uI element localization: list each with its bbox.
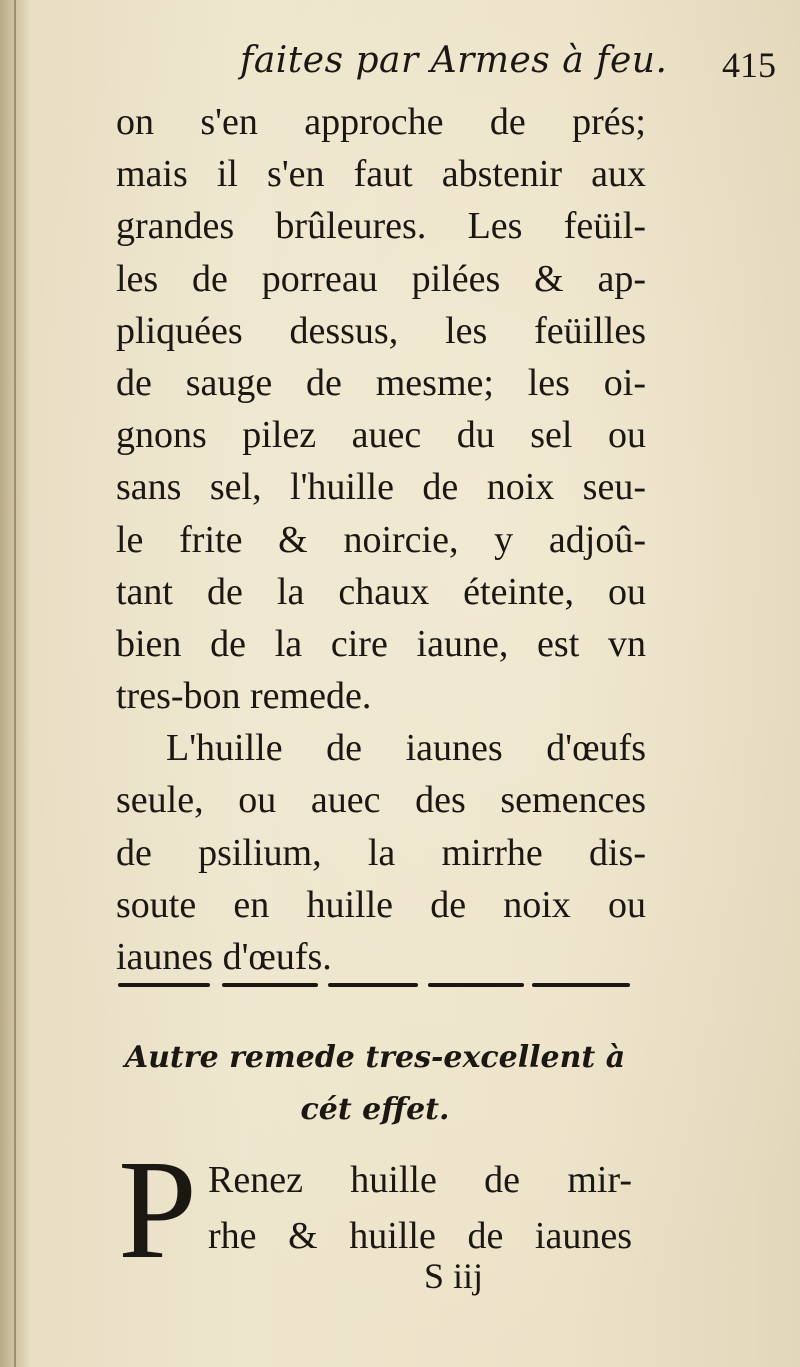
text-line: tant de la chaux éteinte, ou	[116, 570, 646, 613]
rule-segment	[532, 983, 630, 987]
body-text	[116, 96, 646, 983]
text-line: soute en huille de noix ou	[116, 883, 646, 926]
text-line: L'huille de iaunes d'œufs	[166, 727, 646, 770]
rule-segment	[328, 983, 418, 987]
signature-mark: S iij	[424, 1256, 484, 1296]
rule-segment	[118, 983, 210, 987]
text-line: grandes brûleures. Les feüil-	[116, 205, 646, 248]
text-line: de sauge de mesme; les oi-	[116, 361, 646, 404]
heading-line: Autre remede tres-excellent à	[124, 1040, 626, 1075]
text-line: Renez huille de mir-	[208, 1159, 632, 1201]
text-line: gnons pilez auec du sel ou	[116, 414, 646, 457]
section-heading	[110, 1032, 640, 1136]
text-line: rhe & huille de iaunes	[208, 1215, 632, 1257]
text-line: sans sel, l'huille de noix seu-	[116, 466, 646, 509]
text-line: les de porreau pilées & ap-	[116, 257, 646, 300]
running-title: faites par Armes à feu.	[240, 40, 668, 81]
gutter-fold-line	[14, 0, 16, 1367]
heading-line: cét effet.	[300, 1092, 450, 1127]
text-line: pliquées dessus, les feüilles	[116, 309, 646, 352]
drop-cap: P	[118, 1130, 197, 1288]
text-line: bien de la cire iaune, est vn	[116, 622, 646, 665]
rule-segment	[428, 983, 524, 987]
text-line: de psilium, la mirrhe dis-	[116, 831, 646, 874]
page-number: 415	[722, 45, 776, 85]
text-line: mais il s'en faut abstenir aux	[116, 153, 646, 196]
text-line: on s'en approche de prés;	[116, 101, 646, 143]
opening-paragraph	[208, 1152, 632, 1264]
text-line: iaunes d'œufs.	[116, 936, 332, 978]
section-rule	[118, 978, 630, 992]
text-line: le frite & noircie, y adjoû-	[116, 518, 646, 561]
page-header	[0, 40, 800, 100]
text-line: tres-bon remede.	[116, 675, 372, 718]
rule-segment	[222, 983, 318, 987]
text-line: seule, ou auec des semences	[116, 779, 646, 822]
